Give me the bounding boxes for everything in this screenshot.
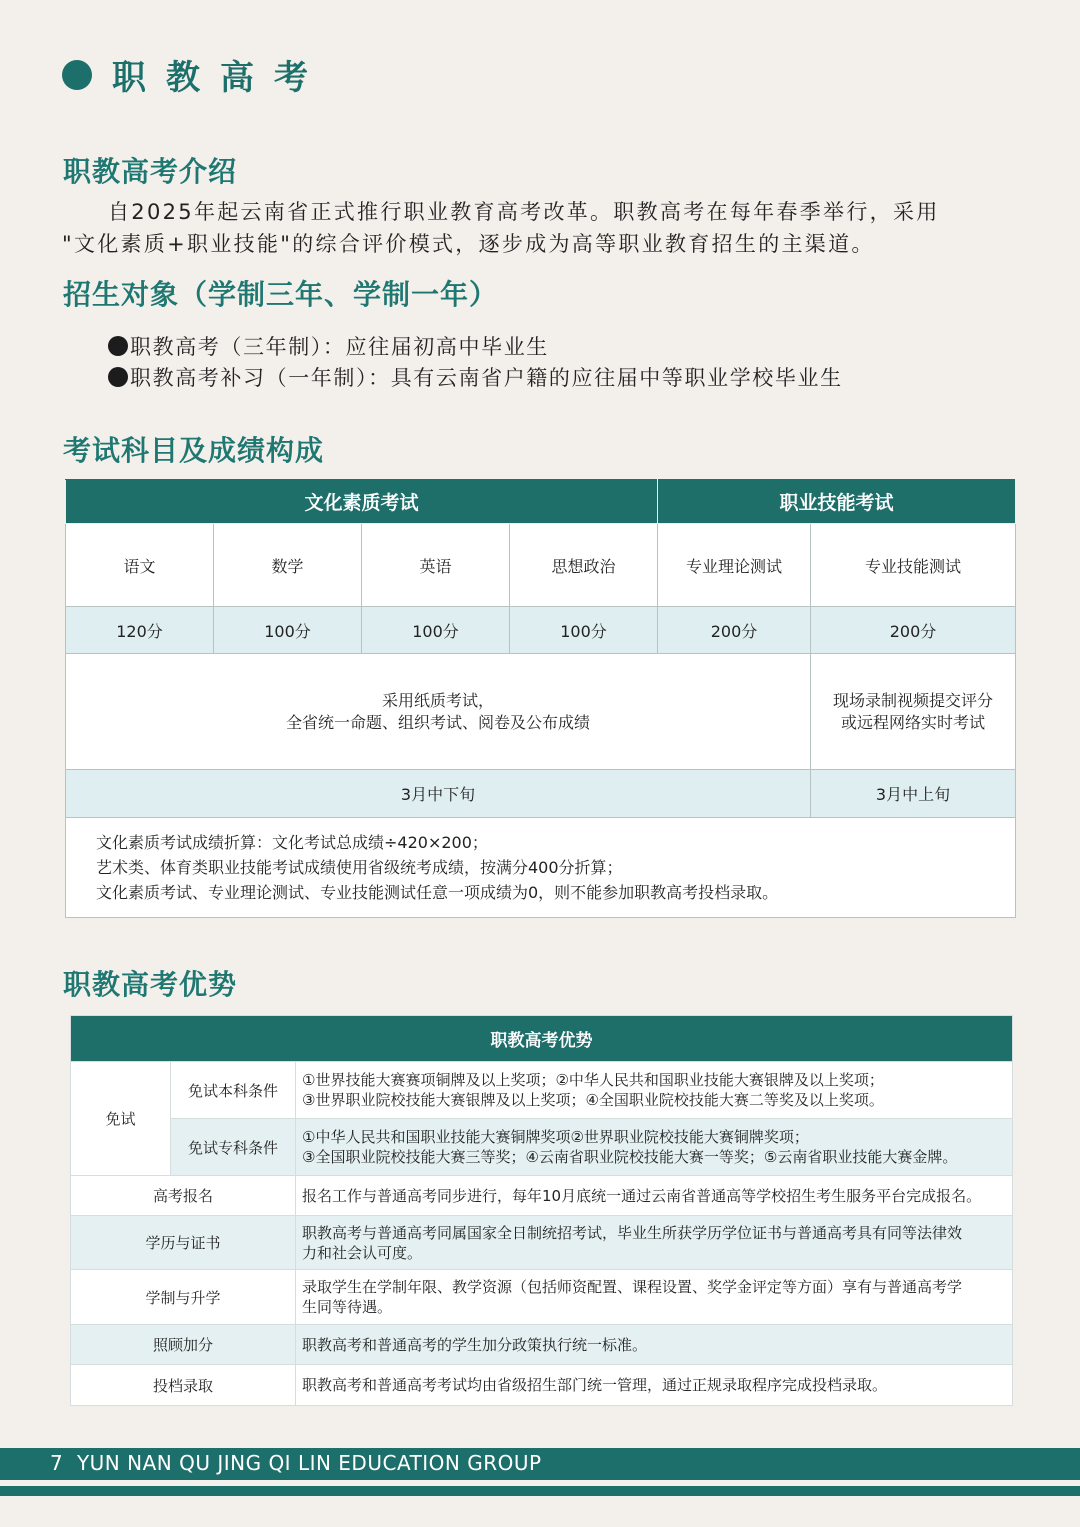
- table-header-row: [66, 480, 1016, 524]
- row-label: 高考报名: [71, 1176, 296, 1216]
- bullet-icon: [108, 367, 128, 387]
- subject-cell: 数学: [214, 524, 362, 607]
- note-line: 艺术类、体育类职业技能考试成绩使用省级统考成绩，按满分400分折算；: [96, 858, 623, 877]
- score-cell: 100分: [510, 607, 658, 654]
- row-label: 学历与证书: [71, 1216, 296, 1270]
- advantages-table-title: 职教高考优势: [71, 1016, 1013, 1062]
- intro-line-1: 自2025年起云南省正式推行职业教育高考改革。职教高考在每年春季举行，采用: [108, 200, 940, 224]
- table-row: [71, 1270, 1013, 1325]
- intro-line-2: "文化素质+职业技能"的综合评价模式，逐步成为高等职业教育招生的主渠道。: [62, 232, 875, 256]
- advantages-heading: 职教高考优势: [63, 968, 238, 1001]
- method-culture-cell: 采用纸质考试， 全省统一命题、组织考试、阅卷及公布成绩: [66, 654, 811, 770]
- row-description: 职教高考与普通高考同属国家全日制统招考试，毕业生所获学历学位证书与普通高考具有同等法律效 力和社会认可度。: [296, 1216, 1013, 1270]
- row-label: 照顾加分: [71, 1325, 296, 1365]
- row-label: 投档录取: [71, 1365, 296, 1406]
- table-row: [71, 1062, 1013, 1119]
- list-item: 职教高考（三年制）：应往届初高中毕业生: [108, 332, 843, 363]
- row-label: 免试专科条件: [171, 1119, 296, 1176]
- row-description: 报名工作与普通高考同步进行，每年10月底统一通过云南省普通高等学校招生考生服务平台完成报名。: [296, 1176, 1013, 1216]
- page-title: [62, 50, 328, 99]
- exempt-label-cell: 免试: [71, 1062, 171, 1176]
- table-row: [71, 1119, 1013, 1176]
- subjects-row: [66, 524, 1016, 607]
- row-label: 学制与升学: [71, 1270, 296, 1325]
- footer-org: YUN NAN QU JING QI LIN EDUCATION GROUP: [76, 1451, 542, 1475]
- group-header-culture: 文化素质考试: [66, 480, 658, 524]
- exam-heading: 考试科目及成绩构成: [63, 434, 325, 467]
- targets-heading: 招生对象（学制三年、学制一年）: [63, 278, 499, 311]
- row-description: 录取学生在学制年限、教学资源（包括师资配置、课程设置、奖学金评定等方面）享有与普通高考学 生同等待遇。: [296, 1270, 1013, 1325]
- score-cell: 120分: [66, 607, 214, 654]
- page-number: 7: [50, 1451, 64, 1475]
- row-description: ①世界技能大赛赛项铜牌及以上奖项；②中华人民共和国职业技能大赛银牌及以上奖项； ③世界职业院校技能大赛银牌及以上奖项；④全国职业院校技能大赛二等奖及以上奖项。: [296, 1062, 1013, 1119]
- time-culture-cell: 3月中下旬: [66, 770, 811, 818]
- method-row: [66, 654, 1016, 770]
- intro-paragraph: [62, 196, 1042, 260]
- targets-list: [108, 332, 843, 394]
- table-row: [71, 1325, 1013, 1365]
- page-title-text: 职教高考: [112, 58, 328, 98]
- scores-row: [66, 607, 1016, 654]
- row-label: 免试本科条件: [171, 1062, 296, 1119]
- subject-cell: 专业理论测试: [658, 524, 811, 607]
- time-skill-cell: 3月中上旬: [811, 770, 1016, 818]
- table-row: [71, 1176, 1013, 1216]
- row-description: ①中华人民共和国职业技能大赛铜牌奖项②世界职业院校技能大赛铜牌奖项； ③全国职业院校技能大赛三等奖；④云南省职业院校技能大赛一等奖；⑤云南省职业技能大赛金牌。: [296, 1119, 1013, 1176]
- time-row: [66, 770, 1016, 818]
- table-row: [71, 1365, 1013, 1406]
- list-item: 职教高考补习（一年制）：具有云南省户籍的应往届中等职业学校毕业生: [108, 363, 843, 394]
- score-cell: 200分: [811, 607, 1016, 654]
- advantages-table: [70, 1015, 1013, 1406]
- subject-cell: 语文: [66, 524, 214, 607]
- notes-cell: [66, 818, 1016, 918]
- footer-bar: [0, 1448, 1080, 1480]
- intro-heading: 职教高考介绍: [63, 155, 238, 188]
- table-header-row: [71, 1016, 1013, 1062]
- row-description: 职教高考和普通高考考试均由省级招生部门统一管理，通过正规录取程序完成投档录取。: [296, 1365, 1013, 1406]
- method-skill-cell: 现场录制视频提交评分 或远程网络实时考试: [811, 654, 1016, 770]
- row-description: 职教高考和普通高考的学生加分政策执行统一标准。: [296, 1325, 1013, 1365]
- group-header-skill: 职业技能考试: [658, 480, 1016, 524]
- score-cell: 200分: [658, 607, 811, 654]
- note-line: 文化素质考试、专业理论测试、专业技能测试任意一项成绩为0，则不能参加职教高考投档录取。: [96, 883, 779, 902]
- subject-cell: 英语: [362, 524, 510, 607]
- bullet-icon: [108, 336, 128, 356]
- score-cell: 100分: [362, 607, 510, 654]
- table-row: [71, 1216, 1013, 1270]
- footer-text: [50, 1451, 542, 1475]
- subject-cell: 思想政治: [510, 524, 658, 607]
- exam-table: [65, 479, 1016, 918]
- notes-row: [66, 818, 1016, 918]
- note-line: 文化素质考试成绩折算：文化考试总成绩÷420×200；: [96, 833, 488, 852]
- footer-rule: [0, 1486, 1080, 1496]
- title-bullet-dot: [62, 60, 92, 90]
- score-cell: 100分: [214, 607, 362, 654]
- subject-cell: 专业技能测试: [811, 524, 1016, 607]
